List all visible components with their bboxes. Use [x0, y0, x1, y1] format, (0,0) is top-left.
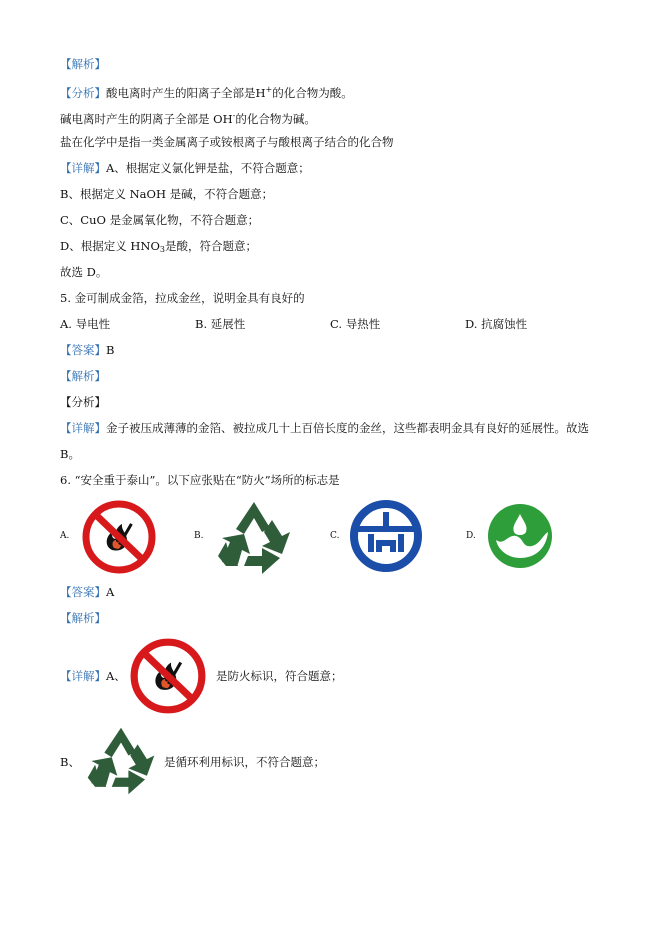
detail-d: D、根据定义 $HNO_3$是酸，符合题意； [60, 239, 257, 254]
q5-detail-end: B。 [60, 447, 80, 461]
q5-option-c: C. 导热性 [330, 317, 381, 331]
detail-a: 【详解】A、根据定义氯化钾是盐，不符合题意； [60, 161, 310, 175]
q5-option-d: D. 抗腐蚀性 [465, 317, 528, 331]
q5-option-b: B. 延展性 [195, 317, 246, 331]
q6-detail-a: 【详解】A、 [60, 669, 126, 683]
no-fire-icon [128, 636, 208, 716]
q6-stem: 6. “安全重于泰山”。以下应张贴在“防火”场所的标志是 [60, 473, 340, 487]
q6-detail-b: B、 [60, 755, 80, 769]
no-fire-icon [80, 498, 158, 576]
detail-tag: 【详解】 [60, 161, 106, 175]
green-logo-icon [486, 502, 554, 570]
detail-c: C、CuO 是金属氧化物，不符合题意； [60, 213, 260, 227]
q6-label-a: A. [60, 531, 70, 541]
q6-label-b: B. [194, 531, 204, 541]
water-saving-icon [350, 500, 422, 572]
salt-definition: 盐在化学中是指一类金属离子或铵根离子与酸根离子结合的化合物 [60, 135, 394, 149]
recycle-icon [84, 724, 158, 798]
q6-label-c: C. [330, 531, 340, 541]
q6-jiexi: 【解析】 [60, 611, 106, 625]
q5-option-a: A. 导电性 [60, 317, 111, 331]
q5-stem: 5. 金可制成金箔，拉成金丝，说明金具有良好的 [60, 291, 305, 305]
q6-detail-b-text: 是循环利用标识，不符合题意； [164, 755, 325, 769]
recycle-icon [214, 498, 294, 578]
fenxi-tag: 【分析】 [60, 86, 106, 100]
acid-definition: 【分析】酸电离时产生的阳离子全部是H+的化合物为酸。 [60, 85, 353, 100]
base-definition: 碱电离时产生的阴离子全部是 OH-的化合物为碱。 [60, 111, 316, 126]
q5-detail: 【详解】金子被压成薄薄的金箔、被拉成几十上百倍长度的金丝，这些都表明金具有良好的延展性。故选 [60, 421, 589, 435]
analysis-tag: 【解析】 [60, 57, 106, 71]
q6-label-d: D. [466, 531, 476, 541]
detail-b: B、根据定义 NaOH 是碱，不符合题意； [60, 187, 274, 201]
choose-d: 故选 D。 [60, 265, 108, 279]
q5-fenxi: 【分析】 [60, 395, 106, 409]
q6-detail-a-text: 是防火标识，符合题意； [216, 669, 343, 683]
q5-jiexi: 【解析】 [60, 369, 106, 383]
q6-answer: 【答案】A [60, 585, 115, 599]
q5-answer: 【答案】B [60, 343, 115, 357]
